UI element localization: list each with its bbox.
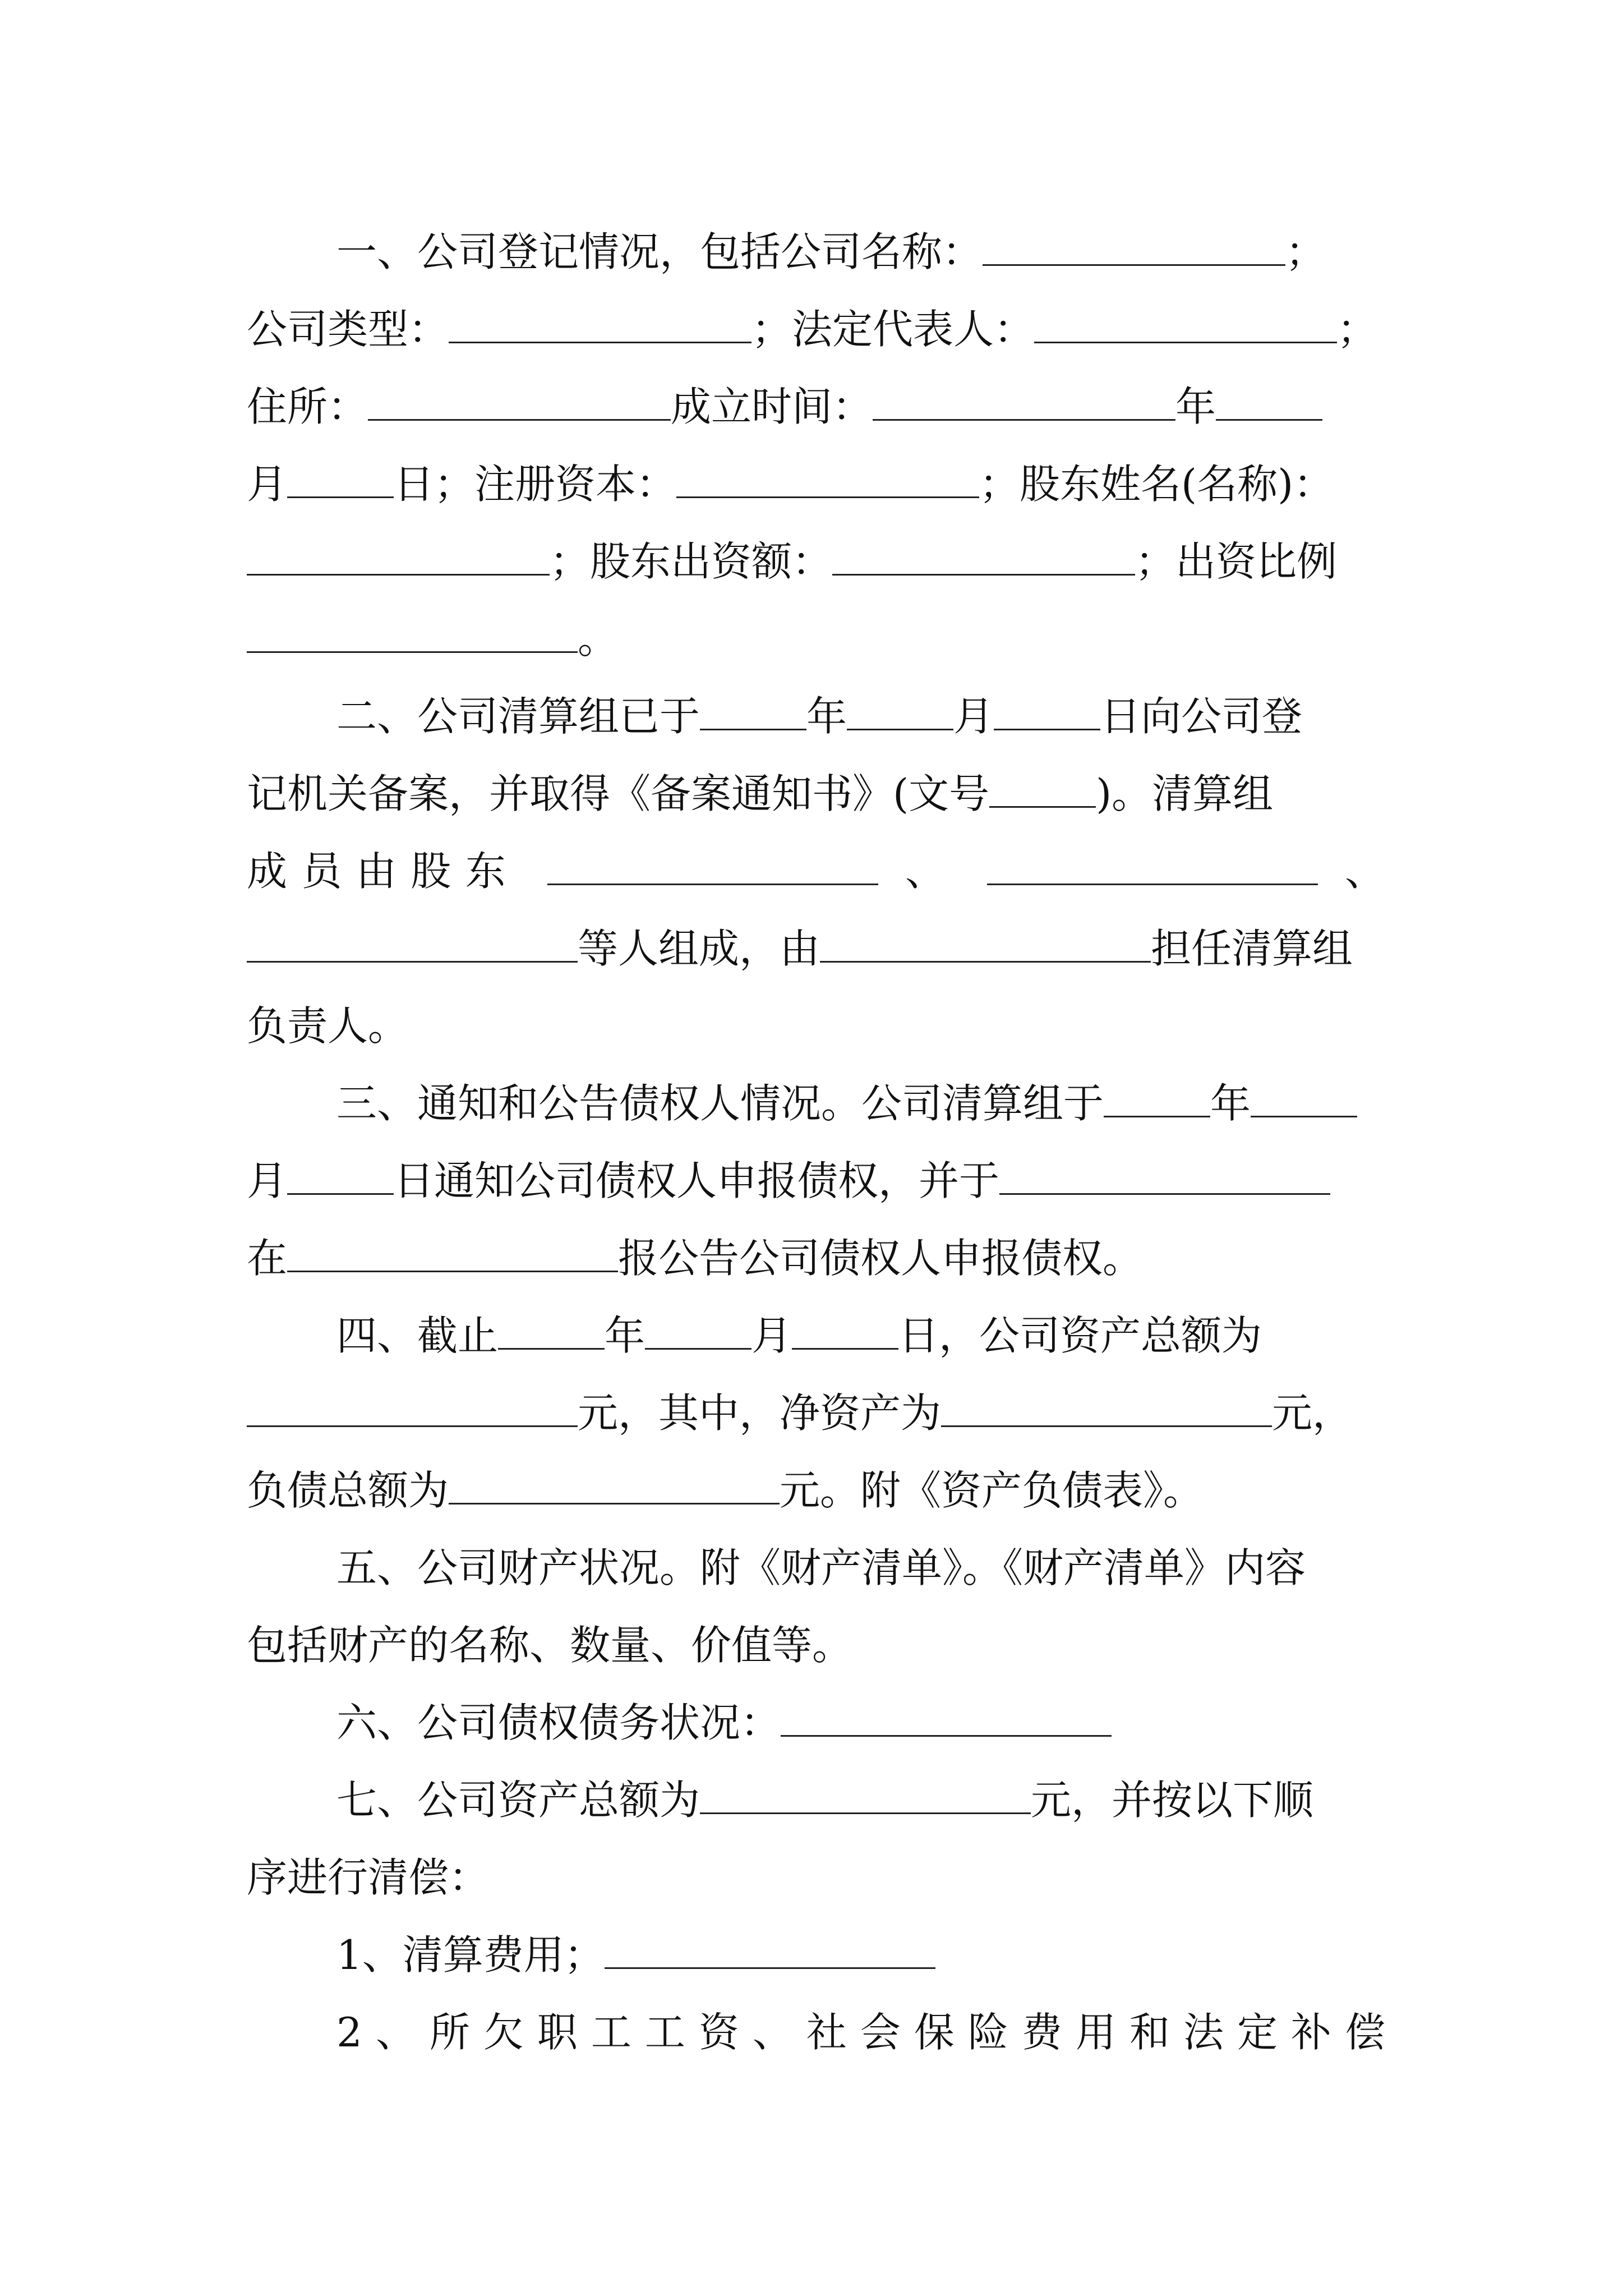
- s3-line-3: [247, 1220, 1385, 1297]
- text: 月: [247, 1157, 288, 1204]
- text: 等人组成，由: [578, 925, 820, 972]
- notice-year-blank[interactable]: [1104, 1082, 1210, 1117]
- text: ；股东姓名(名称)：: [979, 461, 1334, 508]
- text: 年: [806, 693, 847, 740]
- text: 五、公司财产状况。附《财产清单》。《财产清单》内容: [336, 1544, 1306, 1591]
- shareholder-name-blank[interactable]: [247, 540, 550, 576]
- member-blank-1[interactable]: [547, 850, 878, 885]
- liquidation-fee-blank[interactable]: [605, 1934, 935, 1969]
- text: 日通知公司债权人申报债权，并于: [394, 1157, 1000, 1204]
- filing-month-blank[interactable]: [847, 695, 953, 730]
- notice-day-blank[interactable]: [287, 1159, 394, 1195]
- text: ；: [1337, 306, 1378, 353]
- s1-line-3: [247, 368, 1385, 445]
- text: ；出资比例: [1135, 538, 1338, 585]
- s4-line-3: [247, 1452, 1385, 1529]
- s4-line-1: [247, 1297, 1385, 1374]
- cutoff-year-blank[interactable]: [498, 1314, 605, 1350]
- total-assets-2-blank[interactable]: [700, 1779, 1031, 1814]
- text: 一、公司登记情况，包括公司名称：: [336, 228, 983, 275]
- text: 成员由股东: [247, 848, 520, 895]
- text: 。: [578, 615, 619, 662]
- cutoff-month-blank[interactable]: [645, 1314, 751, 1350]
- member-blank-3[interactable]: [247, 927, 578, 963]
- text: )。清算组: [1096, 770, 1274, 817]
- s7-line-4: [247, 1994, 1385, 2071]
- s5-line-1: [247, 1529, 1385, 1607]
- founding-month-blank[interactable]: [1216, 385, 1322, 421]
- text: 三、通知和公告债权人情况。公司清算组于: [336, 1080, 1104, 1127]
- net-assets-blank[interactable]: [941, 1392, 1272, 1427]
- announce-date-blank[interactable]: [999, 1159, 1330, 1195]
- contribution-blank[interactable]: [832, 540, 1135, 576]
- text: 年: [605, 1312, 645, 1359]
- text: 记机关备案，并取得《备案通知书》(文号: [247, 770, 990, 817]
- s7-line-3: [247, 1916, 1385, 1994]
- document-number-blank[interactable]: [989, 772, 1096, 808]
- s2-line-3: [247, 832, 1385, 910]
- notice-month-blank[interactable]: [1251, 1082, 1357, 1117]
- text: 报公告公司债权人申报债权。: [618, 1235, 1144, 1282]
- text: 元，其中，净资产为: [578, 1389, 942, 1437]
- text: 日向公司登: [1100, 693, 1303, 740]
- text: 日，公司资产总额为: [898, 1312, 1262, 1359]
- s2-line-4: [247, 910, 1385, 987]
- text: 序进行清偿：: [247, 1854, 490, 1901]
- text: 包括财产的名称、数量、价值等。: [247, 1622, 853, 1669]
- text: 住所：: [247, 383, 368, 430]
- s7-line-2: [247, 1839, 1385, 1916]
- filing-day-blank[interactable]: [994, 695, 1100, 730]
- s1-line-5: [247, 523, 1385, 600]
- text: 、: [905, 848, 960, 895]
- member-blank-2[interactable]: [987, 850, 1318, 885]
- s1-line-2: [247, 291, 1385, 368]
- text: 元，: [1272, 1389, 1353, 1437]
- s6-line-1: [247, 1684, 1385, 1761]
- leader-blank[interactable]: [820, 927, 1151, 963]
- s5-line-2: [247, 1607, 1385, 1684]
- text: 月: [953, 693, 994, 740]
- legal-rep-blank[interactable]: [1034, 308, 1337, 343]
- text: 元，并按以下顺: [1031, 1777, 1314, 1824]
- s2-line-2: [247, 755, 1385, 832]
- text: 负债总额为: [247, 1467, 449, 1514]
- text: 月: [751, 1312, 792, 1359]
- founding-day-blank[interactable]: [287, 463, 394, 498]
- s2-line-1: [247, 678, 1385, 755]
- s1-line-4: [247, 445, 1385, 523]
- company-type-blank[interactable]: [449, 308, 751, 343]
- text: ；法定代表人：: [751, 306, 1035, 353]
- text: 七、公司资产总额为: [336, 1777, 700, 1824]
- s4-line-2: [247, 1374, 1385, 1452]
- filing-year-blank[interactable]: [700, 695, 806, 730]
- text: 在: [247, 1235, 288, 1282]
- contribution-ratio-blank[interactable]: [247, 618, 578, 653]
- s3-line-1: [247, 1065, 1385, 1142]
- total-liabilities-blank[interactable]: [449, 1469, 780, 1504]
- text: 担任清算组: [1151, 925, 1353, 972]
- debts-status-blank[interactable]: [781, 1701, 1112, 1737]
- text: 月: [247, 461, 288, 508]
- s3-line-2: [247, 1142, 1385, 1220]
- text: 公司类型：: [247, 306, 449, 353]
- address-blank[interactable]: [368, 385, 671, 421]
- text: 年: [1175, 383, 1216, 430]
- founding-year-blank[interactable]: [873, 385, 1175, 421]
- text: 元。附《资产负债表》。: [780, 1467, 1204, 1514]
- text: 成立时间：: [671, 383, 873, 430]
- text: ；: [1285, 228, 1326, 275]
- s7-line-1: [247, 1761, 1385, 1839]
- s2-line-5: [247, 987, 1385, 1065]
- text: 二、公司清算组已于: [336, 693, 700, 740]
- newspaper-blank[interactable]: [287, 1237, 618, 1272]
- text: 年: [1210, 1080, 1251, 1127]
- s1-line-6: [247, 600, 1385, 678]
- text: ；股东出资额：: [550, 538, 833, 585]
- company-name-blank[interactable]: [983, 231, 1285, 266]
- document-page: [247, 213, 1385, 2071]
- text: 1、清算费用；: [336, 1931, 605, 1978]
- registered-capital-blank[interactable]: [676, 463, 979, 498]
- total-assets-blank[interactable]: [247, 1392, 578, 1427]
- text: 四、截止: [336, 1312, 499, 1359]
- text: 六、公司债权债务状况：: [336, 1699, 781, 1746]
- cutoff-day-blank[interactable]: [792, 1314, 898, 1350]
- s1-line-1: [247, 213, 1385, 291]
- text: 日；注册资本：: [394, 461, 677, 508]
- text: 2、所欠职工工资、社会保险费用和法定补偿: [336, 2009, 1385, 2056]
- text: 负责人。: [247, 1002, 409, 1050]
- text: 、: [1344, 848, 1385, 895]
